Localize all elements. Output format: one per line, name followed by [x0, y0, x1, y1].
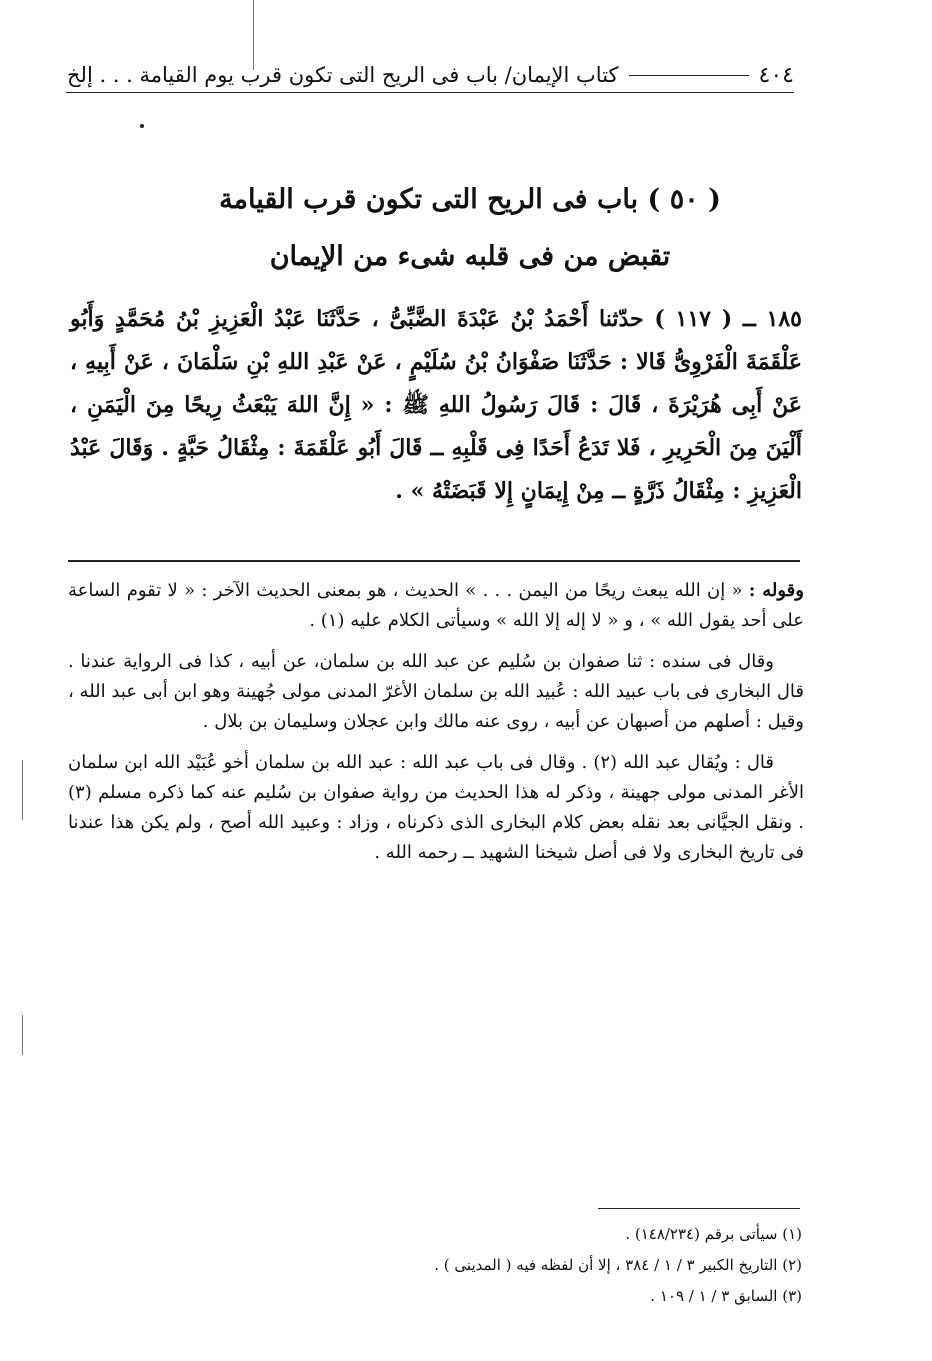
chapter-title-line2: تقبض من فى قلبه شىء من الإيمان: [269, 241, 671, 272]
page-number: ٤٠٤: [758, 62, 794, 88]
commentary-paragraph-2: وقال فى سنده : ثنا صفوان بن سُليم عن عبد الله بن سلمان، عن أبيه ، كذا فى الرواية عندنا . قال البخارى فى باب عبيد الله : عُبيد الله بن سلمان الأغرّ المدنى مولى جُهينة وهو ابن أبى عبد الله ، وقيل : أصلهم من أصبهان عن أبيه ، روى عنه مالك وابن عجلان وسليمان بن بلال .: [68, 651, 804, 732]
commentary-lead: وقوله :: [748, 580, 804, 601]
hadith-text: [70, 298, 802, 513]
running-title: كتاب الإيمان/ باب فى الريح التى تكون قرب يوم القيامة . . . إلخ: [67, 63, 619, 87]
scan-artifact-line: [22, 1015, 23, 1055]
running-header: [66, 58, 794, 93]
scan-artifact-line: [22, 760, 23, 820]
commentary-paragraph-1: [68, 576, 804, 636]
ink-dot: [140, 124, 144, 128]
footnote-1: (١) سيأتى برقم (١٤٨/٢٣٤) .: [625, 1225, 802, 1243]
header-rule: [629, 75, 749, 76]
section-divider: [68, 560, 800, 562]
hadith-paragraph: ١٨٥ ــ ( ١١٧ ) حدّثنا أَحْمَدُ بْنُ عَبْدَةَ الضَّبِّىُّ ، حَدَّثَنَا عَبْدُ الْعَزِيزِ بْنُ مُحَمَّدٍ وَأَبُو عَلْقَمَةَ الْفَرْوِىُّ قَالا : حَدَّثَنَا صَفْوَانُ بْنُ سُلَيْمٍ ، عَنْ عَبْدِ اللهِ بْنِ سَلْمَانَ ، عَنْ أَبِيهِ ، عَنْ أَبِى هُرَيْرَةَ ، قَالَ : قَالَ رَسُولُ اللهِ ﷺ : « إِنَّ اللهَ يَبْعَثُ رِيحًا مِنَ الْيَمَنِ ، أَلْيَنَ مِنَ الْحَرِيرِ ، فَلا تَدَعُ أَحَدًا فِى قَلْبِهِ ــ قَالَ أَبُو عَلْقَمَةَ : مِثْقَالُ حَبَّةٍ . وَقَالَ عَبْدُ الْعَزِيزِ : مِثْقَالُ ذَرَّةٍ ــ مِنْ إِيمَانٍ إِلا قَبَضَتْهُ » .: [70, 306, 802, 504]
commentary-text: « إن الله يبعث ريحًا من اليمن . . . » الحديث ، هو بمعنى الحديث الآخر : « لا تقوم الساعة على أحد يقول الله » ، و « لا إله إلا الله » وسيأتى الكلام عليه (١) .: [68, 580, 804, 631]
footnote-3: (٣) السابق ٣ / ١ / ١٠٩ .: [650, 1287, 802, 1305]
footnote-rule: [598, 1208, 800, 1209]
commentary-paragraph-3: قال : ويُقال عبد الله (٢) . وقال فى باب عبد الله : عبد الله بن سلمان أخو عُبَيْد الله ابن سلمان الأغر المدنى مولى جهينة ، وذكر له هذا الحديث من رواية صفوان بن سُليم عنه كما ذكره مسلم (٣) . ونقل الجيَّانى بعد نقله بعض كلام البخارى الذى ذكرناه ، وزاد : وعبيد الله أصح ، ولم يكن هذا عندنا فى تاريخ البخارى ولا فى أصل شيخنا الشهيد ــ رحمه الله .: [68, 752, 804, 863]
commentary: [68, 576, 804, 879]
footnotes: [300, 1219, 802, 1312]
footnote-2: (٢) التاريخ الكبير ٣ / ١ / ٣٨٤ ، إلا أن لفظه فيه ( المدينى ) .: [434, 1256, 802, 1274]
chapter-title-line1: ( ٥٠ ) باب فى الريح التى تكون قرب القيامة: [219, 184, 721, 215]
